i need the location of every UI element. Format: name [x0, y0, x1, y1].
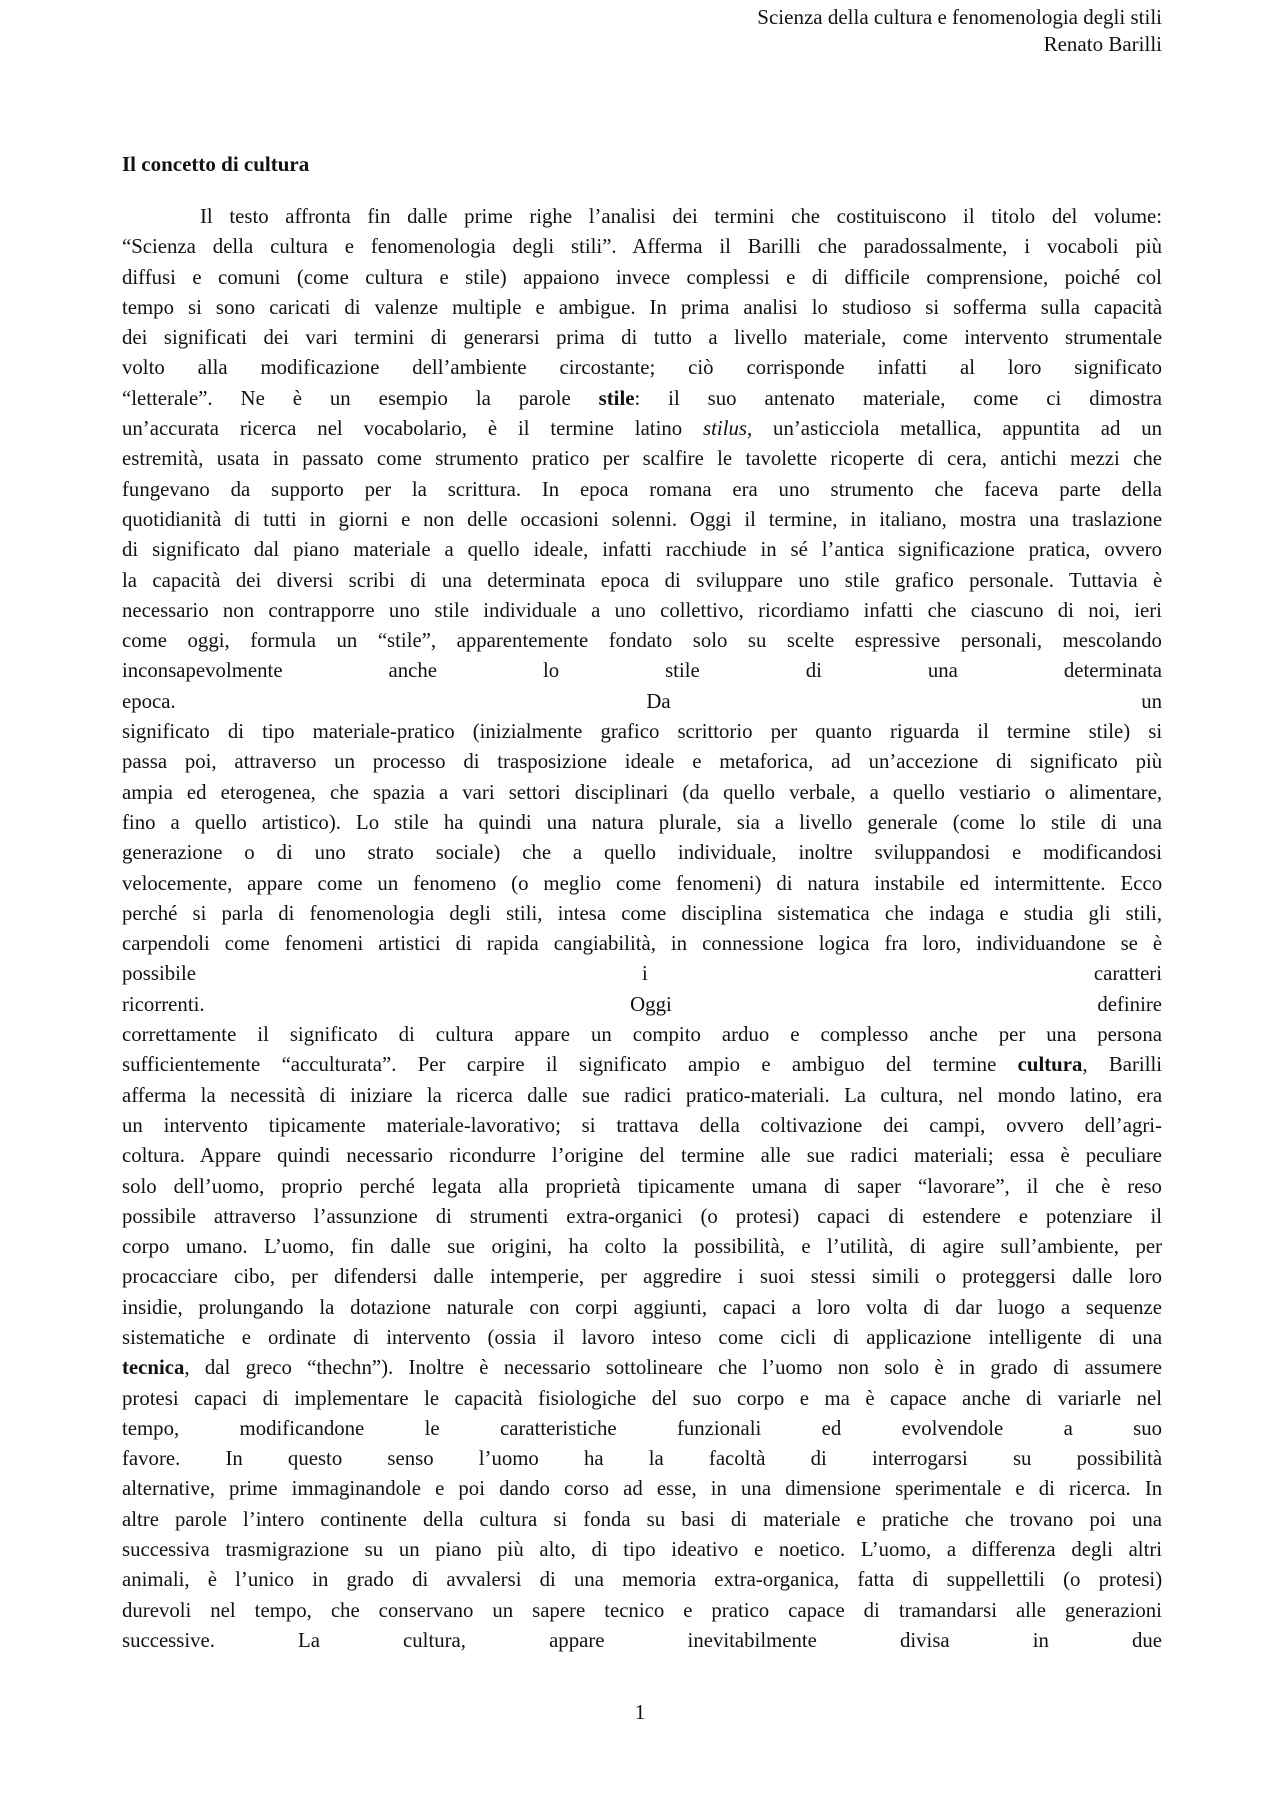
text-line: favore. In questo senso l’uomo ha la facoltà di interrogarsi su possibilità	[122, 1447, 1162, 1471]
text-line: afferma la necessità di iniziare la ricerca dalle sue radici pratico-materiali. La cultura, nel mondo latino, era	[122, 1083, 1162, 1107]
text-line: perché si parla di fenomenologia degli stili, intesa come disciplina sistematica che indaga e studia gli stili,	[122, 901, 1162, 925]
text-line: necessario non contrapporre uno stile individuale a uno collettivo, ricordiamo infatti che ciascuno di noi, ieri	[122, 598, 1162, 622]
text-line: ampia ed eterogenea, che spazia a vari settori disciplinari (da quello verbale, a quello vestiario o alimentare,	[122, 780, 1162, 804]
page-number: 1	[634, 1700, 646, 1724]
text-line: un’accurata ricerca nel vocabolario, è il termine latino stilus, un’asticciola metallica, appuntita ad un	[122, 417, 1162, 441]
text-line: estremità, usata in passato come strumento pratico per scalfire le tavolette ricoperte di cera, antichi mezzi che	[122, 447, 1162, 471]
text-line: possibile attraverso l’assunzione di strumenti extra-organici (o protesi) capaci di estendere e potenziare il	[122, 1204, 1162, 1228]
text-line: ricorrenti. Oggi definire	[122, 992, 1162, 1016]
text-line: significato di tipo materiale-pratico (inizialmente grafico scrittorio per quanto riguarda il termine stile) si	[122, 720, 1162, 744]
text-line: tempo si sono caricati di valenze multiple e ambigue. In prima analisi lo studioso si sofferma sulla capacità	[122, 295, 1162, 319]
text-line: insidie, prolungando la dotazione naturale con corpi aggiunti, capaci a loro volta di dar luogo a sequenze	[122, 1295, 1162, 1319]
header-author: Renato Barilli	[1043, 32, 1162, 56]
text-line: inconsapevolmente anche lo stile di una determinata	[122, 659, 1162, 683]
text-line: fino a quello artistico). Lo stile ha quindi una natura plurale, sia a livello generale (come lo stile di una	[122, 810, 1162, 834]
text-line: protesi capaci di implementare le capacità fisiologiche del suo corpo e ma è capace anche di variarle nel	[122, 1386, 1162, 1410]
text-line: carpendoli come fenomeni artistici di rapida cangiabilità, in connessione logica fra loro, individuandone se è	[122, 932, 1162, 956]
text-line: passa poi, attraverso un processo di trasposizione ideale e metaforica, ad un’accezione di significato più	[122, 750, 1162, 774]
text-line: durevoli nel tempo, che conservano un sapere tecnico e pratico capace di tramandarsi alle generazioni	[122, 1598, 1162, 1622]
text-line: alternative, prime immaginandole e poi dando corso ad esse, in una dimensione sperimentale e di ricerca. In	[122, 1477, 1162, 1501]
text-line: animali, è l’unico in grado di avvalersi di una memoria extra-organica, fatta di suppellettili (o protesi)	[122, 1568, 1162, 1592]
text-line: possibile i caratteri	[122, 962, 1162, 986]
text-line: fungevano da supporto per la scrittura. In epoca romana era uno strumento che faceva parte della	[122, 477, 1162, 501]
text-line: “letterale”. Ne è un esempio la parole stile: il suo antenato materiale, come ci dimostra	[122, 386, 1162, 410]
text-line: dei significati dei vari termini di generarsi prima di tutto a livello materiale, come intervento strumentale	[122, 326, 1162, 350]
text-line: “Scienza della cultura e fenomenologia degli stili”. Afferma il Barilli che paradossalmente, i vocaboli più	[122, 235, 1162, 259]
body-text	[122, 202, 1162, 1656]
text-line: velocemente, appare come un fenomeno (o meglio come fenomeni) di natura instabile ed intermittente. Ecco	[122, 871, 1162, 895]
text-line: diffusi e comuni (come cultura e stile) appaiono invece complessi e di difficile comprensione, poiché col	[122, 265, 1162, 289]
text-line: successive. La cultura, appare inevitabilmente divisa in due	[122, 1628, 1162, 1652]
text-line: coltura. Appare quindi necessario ricondurre l’origine del termine alle sue radici materiali; essa è peculiare	[122, 1144, 1162, 1168]
text-line: epoca. Da un	[122, 689, 1162, 713]
text-line: volto alla modificazione dell’ambiente circostante; ciò corrisponde infatti al loro significato	[122, 356, 1162, 380]
text-line: successiva trasmigrazione su un piano più alto, di tipo ideativo e noetico. L’uomo, a differenza degli altri	[122, 1538, 1162, 1562]
text-line: tecnica, dal greco “thechn”). Inoltre è necessario sottolineare che l’uomo non solo è in grado di assumere	[122, 1356, 1162, 1380]
text-line: di significato dal piano materiale a quello ideale, infatti racchiude in sé l’antica significazione pratica, ovvero	[122, 538, 1162, 562]
text-line: procacciare cibo, per difendersi dalle intemperie, per aggredire i suoi stessi simili o proteggersi dalle loro	[122, 1265, 1162, 1289]
text-line: sistematiche e ordinate di intervento (ossia il lavoro inteso come cicli di applicazione intelligente di una	[122, 1325, 1162, 1349]
text-line: quotidianità di tutti in giorni e non delle occasioni solenni. Oggi il termine, in italiano, mostra una traslazione	[122, 507, 1162, 531]
text-line: Il testo affronta fin dalle prime righe l’analisi dei termini che costituiscono il titolo del volume:	[200, 205, 1162, 228]
text-line: tempo, modificandone le caratteristiche funzionali ed evolvendole a suo	[122, 1416, 1162, 1440]
text-line: sufficientemente “acculturata”. Per carpire il significato ampio e ambiguo del termine cultura, Barilli	[122, 1053, 1162, 1077]
page-header	[757, 4, 1162, 58]
text-line: solo dell’uomo, proprio perché legata alla proprietà tipicamente umana di saper “lavorare”, il che è reso	[122, 1174, 1162, 1198]
text-line: altre parole l’intero continente della cultura si fonda su basi di materiale e pratiche che trovano poi una	[122, 1507, 1162, 1531]
text-line: un intervento tipicamente materiale-lavorativo; si trattava della coltivazione dei campi, ovvero dell’agri-	[122, 1113, 1162, 1137]
text-line: come oggi, formula un “stile”, apparentemente fondato solo su scelte espressive personali, mescolando	[122, 629, 1162, 653]
text-line: la capacità dei diversi scribi di una determinata epoca di sviluppare uno stile grafico personale. Tuttavia è	[122, 568, 1162, 592]
text-line: generazione o di uno strato sociale) che a quello individuale, inoltre sviluppandosi e modificandosi	[122, 841, 1162, 865]
text-line: corpo umano. L’uomo, fin dalle sue origini, ha colto la possibilità, e l’utilità, di agire sull’ambiente, per	[122, 1235, 1162, 1259]
section-title: Il concetto di cultura	[122, 152, 310, 176]
text-line: correttamente il significato di cultura appare un compito arduo e complesso anche per una persona	[122, 1023, 1162, 1047]
header-title: Scienza della cultura e fenomenologia degli stili	[757, 5, 1162, 29]
